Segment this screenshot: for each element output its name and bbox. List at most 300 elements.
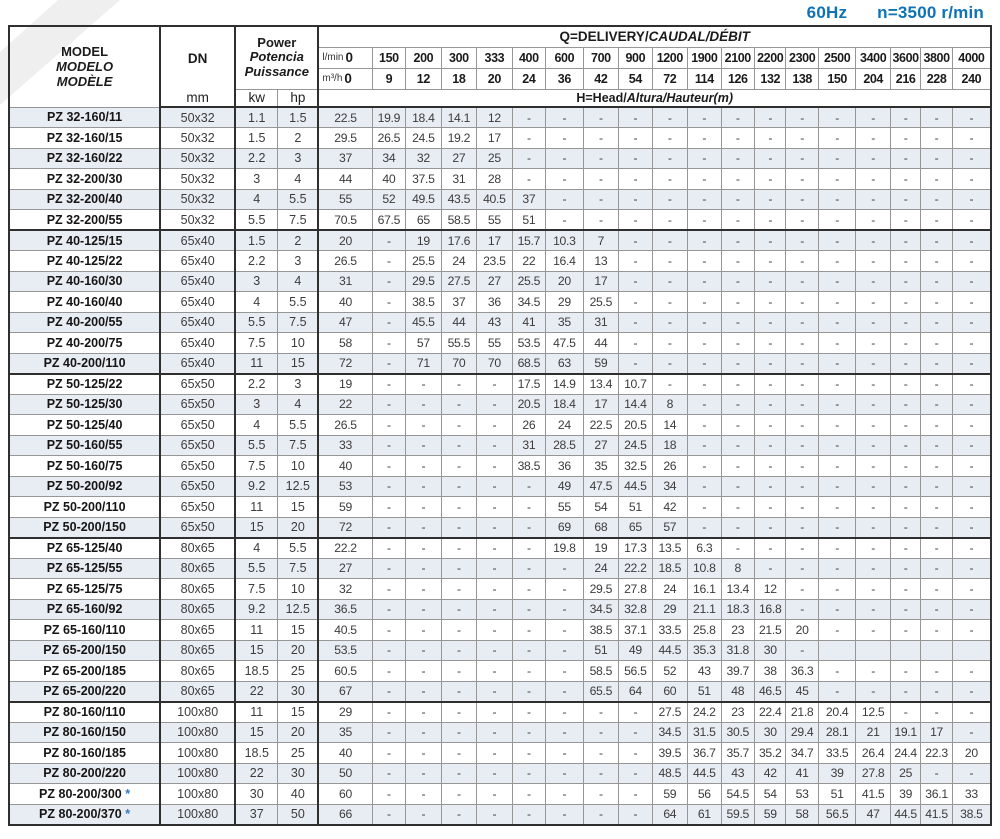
model-cell bbox=[9, 681, 160, 702]
head-value-cell: 22.5 bbox=[583, 415, 619, 436]
hp-cell: 10 bbox=[278, 456, 319, 477]
head-value-cell: 19 bbox=[318, 374, 372, 395]
power-column-header bbox=[235, 26, 318, 89]
model-cell bbox=[9, 599, 160, 620]
head-value-cell: - bbox=[856, 210, 890, 231]
hp-cell: 25 bbox=[278, 661, 319, 682]
head-value-cell: - bbox=[890, 558, 920, 579]
head-value-cell: - bbox=[856, 476, 890, 497]
head-value-cell: - bbox=[441, 497, 477, 518]
head-value-cell: 32.8 bbox=[619, 599, 652, 620]
head-value-cell: 49.5 bbox=[406, 189, 442, 210]
head-value-cell: - bbox=[921, 374, 952, 395]
head-value-cell: - bbox=[921, 538, 952, 559]
head-value-cell: - bbox=[921, 333, 952, 354]
head-value-cell: 44.5 bbox=[890, 804, 920, 825]
model-name: PZ 50-200/92 bbox=[46, 479, 123, 494]
head-value-cell: - bbox=[786, 456, 818, 477]
model-cell bbox=[9, 722, 160, 743]
head-value-cell: - bbox=[755, 558, 786, 579]
head-value-cell: - bbox=[786, 599, 818, 620]
model-cell bbox=[9, 763, 160, 784]
head-value-cell: - bbox=[856, 292, 890, 313]
head-value-cell: 26 bbox=[512, 415, 545, 436]
head-value-cell: - bbox=[546, 640, 584, 661]
head-value-cell: - bbox=[890, 702, 920, 723]
head-value-cell: - bbox=[921, 558, 952, 579]
head-value-cell: 14 bbox=[652, 415, 688, 436]
head-value-cell: - bbox=[583, 763, 619, 784]
head-value-cell: - bbox=[755, 251, 786, 272]
head-value-cell: - bbox=[546, 579, 584, 600]
kw-cell: 3 bbox=[235, 394, 278, 415]
head-value-cell: 20 bbox=[786, 620, 818, 641]
head-value-cell: - bbox=[921, 661, 952, 682]
head-value-cell: - bbox=[441, 743, 477, 764]
head-value-cell: - bbox=[546, 599, 584, 620]
head-value-cell: - bbox=[688, 148, 721, 169]
table-row bbox=[9, 804, 991, 825]
head-value-cell: - bbox=[890, 661, 920, 682]
head-value-cell: - bbox=[546, 107, 584, 128]
head-value-cell: 51 bbox=[688, 681, 721, 702]
head-value-cell: - bbox=[546, 558, 584, 579]
lmin-value: 3800 bbox=[921, 47, 952, 68]
head-value-cell: - bbox=[755, 128, 786, 149]
model-cell bbox=[9, 743, 160, 764]
head-value-cell: - bbox=[818, 230, 856, 251]
head-value-cell: - bbox=[818, 374, 856, 395]
head-value-cell: - bbox=[818, 435, 856, 456]
head-value-cell: - bbox=[619, 251, 652, 272]
head-value-cell: - bbox=[890, 435, 920, 456]
head-value-cell: 13.4 bbox=[721, 579, 754, 600]
head-value-cell: 6.3 bbox=[688, 538, 721, 559]
head-value-cell: - bbox=[721, 353, 754, 374]
head-value-cell: - bbox=[477, 702, 513, 723]
hp-cell: 1.5 bbox=[278, 107, 319, 128]
head-value-cell: 68.5 bbox=[512, 353, 545, 374]
head-value-cell: 58.5 bbox=[583, 661, 619, 682]
head-value-cell: 59 bbox=[755, 804, 786, 825]
head-value-cell: - bbox=[512, 784, 545, 805]
head-value-cell: 65 bbox=[406, 210, 442, 231]
model-cell bbox=[9, 210, 160, 231]
head-value-cell: - bbox=[546, 169, 584, 190]
head-value-cell: 31.5 bbox=[688, 722, 721, 743]
table-row bbox=[9, 415, 991, 436]
head-value-cell: - bbox=[921, 394, 952, 415]
head-value-cell: - bbox=[688, 353, 721, 374]
head-value-cell: - bbox=[546, 148, 584, 169]
head-value-cell: 33 bbox=[952, 784, 991, 805]
dn-cell: 50x32 bbox=[160, 148, 235, 169]
table-row bbox=[9, 517, 991, 538]
head-value-cell: - bbox=[818, 681, 856, 702]
head-value-cell: - bbox=[755, 415, 786, 436]
model-header-es: MODELO bbox=[56, 59, 114, 75]
head-value-cell: - bbox=[921, 599, 952, 620]
head-value-cell: 29 bbox=[652, 599, 688, 620]
head-value-cell: - bbox=[921, 415, 952, 436]
model-name: PZ 80-200/220 bbox=[43, 766, 126, 781]
head-value-cell: - bbox=[546, 784, 584, 805]
head-value-cell: - bbox=[477, 538, 513, 559]
hp-cell: 7.5 bbox=[278, 558, 319, 579]
frequency-label: 60Hz bbox=[806, 3, 848, 22]
model-cell bbox=[9, 189, 160, 210]
hp-cell: 5.5 bbox=[278, 415, 319, 436]
head-value-cell: - bbox=[477, 784, 513, 805]
head-value-cell: 36.5 bbox=[318, 599, 372, 620]
head-value-cell: - bbox=[952, 476, 991, 497]
head-value-cell: - bbox=[619, 169, 652, 190]
model-name: PZ 50-160/75 bbox=[46, 458, 123, 473]
head-value-cell: - bbox=[786, 353, 818, 374]
table-row bbox=[9, 353, 991, 374]
head-value-cell: 34.5 bbox=[583, 599, 619, 620]
head-value-cell: - bbox=[441, 394, 477, 415]
head-value-cell: - bbox=[512, 722, 545, 743]
head-value-cell: 25 bbox=[477, 148, 513, 169]
head-value-cell: 55.5 bbox=[441, 333, 477, 354]
head-value-cell: - bbox=[441, 374, 477, 395]
head-value-cell: 17 bbox=[477, 128, 513, 149]
head-value-cell: - bbox=[372, 681, 405, 702]
head-value-cell: - bbox=[512, 107, 545, 128]
head-value-cell: - bbox=[890, 292, 920, 313]
table-row bbox=[9, 620, 991, 641]
head-value-cell: - bbox=[477, 804, 513, 825]
head-value-cell: 21 bbox=[856, 722, 890, 743]
head-value-cell: - bbox=[372, 517, 405, 538]
table-row bbox=[9, 312, 991, 333]
head-value-cell: - bbox=[546, 210, 584, 231]
head-value-cell: 44 bbox=[441, 312, 477, 333]
head-value-cell: 20 bbox=[546, 271, 584, 292]
head-value-cell: - bbox=[721, 374, 754, 395]
hp-cell: 7.5 bbox=[278, 435, 319, 456]
head-value-cell: - bbox=[441, 599, 477, 620]
head-value-cell: 47.5 bbox=[546, 333, 584, 354]
head-value-cell: - bbox=[890, 271, 920, 292]
kw-cell: 4 bbox=[235, 292, 278, 313]
hp-cell: 7.5 bbox=[278, 312, 319, 333]
head-value-cell: 53 bbox=[318, 476, 372, 497]
lmin-value: 400 bbox=[512, 47, 545, 68]
head-value-cell: - bbox=[619, 763, 652, 784]
head-value-cell: - bbox=[652, 353, 688, 374]
head-value-cell: - bbox=[786, 435, 818, 456]
head-value-cell: - bbox=[952, 210, 991, 231]
head-value-cell: - bbox=[952, 333, 991, 354]
head-value-cell: 15.7 bbox=[512, 230, 545, 251]
head-value-cell: - bbox=[818, 476, 856, 497]
head-value-cell: 22.4 bbox=[755, 702, 786, 723]
head-value-cell: - bbox=[512, 763, 545, 784]
head-value-cell: 18.4 bbox=[406, 107, 442, 128]
head-value-cell: - bbox=[477, 476, 513, 497]
head-value-cell: 70 bbox=[477, 353, 513, 374]
head-value-cell: - bbox=[890, 333, 920, 354]
kw-cell: 5.5 bbox=[235, 558, 278, 579]
head-value-cell: - bbox=[372, 271, 405, 292]
head-value-cell: - bbox=[372, 251, 405, 272]
head-value-cell: - bbox=[583, 148, 619, 169]
head-value-cell: 10.7 bbox=[619, 374, 652, 395]
table-row bbox=[9, 271, 991, 292]
head-value-cell: 26.5 bbox=[318, 251, 372, 272]
head-value-cell: - bbox=[856, 517, 890, 538]
head-value-cell: 25 bbox=[890, 763, 920, 784]
head-value-cell: 31 bbox=[583, 312, 619, 333]
head-value-cell: - bbox=[952, 312, 991, 333]
head-value-cell: 19 bbox=[583, 538, 619, 559]
head-value-cell: - bbox=[406, 517, 442, 538]
kw-cell: 3 bbox=[235, 271, 278, 292]
head-value-cell: 48 bbox=[721, 681, 754, 702]
head-value-cell: - bbox=[890, 620, 920, 641]
head-value-cell: 42 bbox=[755, 763, 786, 784]
model-name: PZ 40-125/22 bbox=[46, 253, 123, 268]
head-value-cell: - bbox=[406, 661, 442, 682]
table-row bbox=[9, 333, 991, 354]
head-value-cell: - bbox=[721, 333, 754, 354]
head-value-cell: 60 bbox=[652, 681, 688, 702]
head-value-cell: 39 bbox=[890, 784, 920, 805]
kw-cell: 11 bbox=[235, 620, 278, 641]
head-value-cell: - bbox=[921, 456, 952, 477]
kw-cell: 9.2 bbox=[235, 599, 278, 620]
head-value-cell: - bbox=[856, 148, 890, 169]
kw-cell: 4 bbox=[235, 538, 278, 559]
head-value-cell: 23 bbox=[721, 620, 754, 641]
head-value-cell: 32 bbox=[318, 579, 372, 600]
head-value-cell: - bbox=[406, 579, 442, 600]
model-header-fr: MODÈLE bbox=[56, 74, 113, 90]
head-value-cell: - bbox=[952, 763, 991, 784]
hp-cell: 20 bbox=[278, 722, 319, 743]
model-name: PZ 50-125/40 bbox=[46, 417, 123, 432]
head-value-cell: - bbox=[856, 374, 890, 395]
head-value-cell: - bbox=[372, 456, 405, 477]
m3h-value: 36 bbox=[546, 68, 584, 89]
head-value-cell: - bbox=[952, 271, 991, 292]
head-value-cell: 55 bbox=[546, 497, 584, 518]
head-value-cell: 47.5 bbox=[583, 476, 619, 497]
head-value-cell: - bbox=[477, 558, 513, 579]
head-value-cell: - bbox=[818, 210, 856, 231]
head-value-cell: - bbox=[921, 169, 952, 190]
lmin-value: 900 bbox=[619, 47, 652, 68]
head-value-cell: 23 bbox=[721, 702, 754, 723]
head-value-cell: - bbox=[890, 107, 920, 128]
head-value-cell: 21.8 bbox=[786, 702, 818, 723]
head-value-cell: 13.4 bbox=[583, 374, 619, 395]
head-value-cell: - bbox=[619, 107, 652, 128]
model-name: PZ 32-160/22 bbox=[46, 151, 123, 166]
head-value-cell: - bbox=[546, 189, 584, 210]
head-value-cell: - bbox=[512, 497, 545, 518]
head-value-cell: - bbox=[786, 251, 818, 272]
head-value-cell: 27.8 bbox=[619, 579, 652, 600]
head-value-cell: - bbox=[786, 579, 818, 600]
kw-cell: 7.5 bbox=[235, 333, 278, 354]
dn-cell: 100x80 bbox=[160, 743, 235, 764]
head-value-cell: 40 bbox=[318, 743, 372, 764]
head-value-cell: 60.5 bbox=[318, 661, 372, 682]
head-value-cell: - bbox=[512, 743, 545, 764]
hp-cell: 15 bbox=[278, 353, 319, 374]
dn-unit-label: mm bbox=[160, 89, 235, 107]
head-value-cell: - bbox=[890, 169, 920, 190]
head-value-cell: - bbox=[818, 497, 856, 518]
dn-cell: 100x80 bbox=[160, 763, 235, 784]
power-header-en: Power bbox=[257, 34, 297, 50]
head-value-cell: - bbox=[721, 476, 754, 497]
head-value-cell: - bbox=[583, 702, 619, 723]
m3h-value: 228 bbox=[921, 68, 952, 89]
model-name: PZ 32-160/11 bbox=[47, 110, 123, 125]
hp-cell: 10 bbox=[278, 333, 319, 354]
head-value-cell: - bbox=[856, 230, 890, 251]
head-value-cell: 22 bbox=[318, 394, 372, 415]
model-name: PZ 50-125/22 bbox=[46, 377, 123, 391]
kw-cell: 22 bbox=[235, 763, 278, 784]
head-value-cell: - bbox=[786, 292, 818, 313]
head-value-cell: - bbox=[921, 702, 952, 723]
head-value-cell: - bbox=[786, 107, 818, 128]
model-name: PZ 40-125/15 bbox=[46, 233, 123, 248]
head-value-cell: - bbox=[619, 230, 652, 251]
head-value-cell: - bbox=[721, 128, 754, 149]
head-value-cell: - bbox=[688, 415, 721, 436]
head-value-cell: 18.4 bbox=[546, 394, 584, 415]
head-value-cell: 24 bbox=[583, 558, 619, 579]
head-value-cell: 27 bbox=[477, 271, 513, 292]
table-row bbox=[9, 722, 991, 743]
head-value-cell: - bbox=[406, 456, 442, 477]
head-value-cell: - bbox=[619, 312, 652, 333]
hp-cell: 50 bbox=[278, 804, 319, 825]
head-value-cell: 33.5 bbox=[652, 620, 688, 641]
head-value-cell: - bbox=[441, 435, 477, 456]
head-value-cell: - bbox=[652, 107, 688, 128]
hp-cell: 7.5 bbox=[278, 210, 319, 231]
lmin-value: 2500 bbox=[818, 47, 856, 68]
m3h-value: 126 bbox=[721, 68, 754, 89]
lmin-value: 600 bbox=[546, 47, 584, 68]
speed-label: n=3500 r/min bbox=[877, 3, 984, 22]
head-value-cell: - bbox=[546, 722, 584, 743]
head-value-cell: - bbox=[856, 169, 890, 190]
head-value-cell: - bbox=[856, 558, 890, 579]
m3h-value: 20 bbox=[477, 68, 513, 89]
head-value-cell: 16.4 bbox=[546, 251, 584, 272]
head-value-cell: - bbox=[721, 230, 754, 251]
head-value-cell: 20 bbox=[318, 230, 372, 251]
table-row bbox=[9, 169, 991, 190]
head-value-cell: 22.3 bbox=[921, 743, 952, 764]
head-value-cell: - bbox=[952, 435, 991, 456]
star-marker: * bbox=[121, 807, 131, 821]
table-row bbox=[9, 661, 991, 682]
head-value-cell: 27 bbox=[318, 558, 372, 579]
dn-cell: 80x65 bbox=[160, 640, 235, 661]
lmin-value: 2100 bbox=[721, 47, 754, 68]
head-value-cell: - bbox=[818, 394, 856, 415]
head-value-cell: - bbox=[755, 333, 786, 354]
head-value-cell: 14.9 bbox=[546, 374, 584, 395]
model-cell bbox=[9, 784, 160, 805]
head-value-cell: - bbox=[372, 374, 405, 395]
head-value-cell: 43 bbox=[721, 763, 754, 784]
head-value-cell: - bbox=[818, 128, 856, 149]
head-value-cell: - bbox=[583, 722, 619, 743]
head-value-cell: - bbox=[546, 681, 584, 702]
model-name: PZ 65-200/150 bbox=[43, 643, 126, 658]
head-value-cell: 17 bbox=[477, 230, 513, 251]
head-value-cell: - bbox=[619, 743, 652, 764]
table-row bbox=[9, 292, 991, 313]
head-value-cell: 38.5 bbox=[406, 292, 442, 313]
head-value-cell: - bbox=[406, 640, 442, 661]
head-value-cell: - bbox=[372, 722, 405, 743]
head-value-cell: - bbox=[890, 189, 920, 210]
head-value-cell: - bbox=[406, 538, 442, 559]
head-value-cell: - bbox=[786, 558, 818, 579]
head-value-cell: - bbox=[406, 497, 442, 518]
kw-cell: 5.5 bbox=[235, 312, 278, 333]
head-value-cell: 63 bbox=[546, 353, 584, 374]
hp-cell: 4 bbox=[278, 169, 319, 190]
head-value-cell: - bbox=[921, 312, 952, 333]
table-body bbox=[9, 107, 991, 825]
head-value-cell: - bbox=[652, 374, 688, 395]
head-value-cell: 54 bbox=[755, 784, 786, 805]
head-value-cell: 51 bbox=[583, 640, 619, 661]
head-value-cell: 25.5 bbox=[583, 292, 619, 313]
head-value-cell: - bbox=[512, 148, 545, 169]
head-value-cell: - bbox=[441, 640, 477, 661]
head-value-cell: 29.5 bbox=[318, 128, 372, 149]
head-value-cell: 34.5 bbox=[512, 292, 545, 313]
hp-cell: 15 bbox=[278, 702, 319, 723]
head-value-cell: 20 bbox=[952, 743, 991, 764]
head-value-cell: 37.1 bbox=[619, 620, 652, 641]
head-value-cell: 19.1 bbox=[890, 722, 920, 743]
head-value-cell: - bbox=[856, 251, 890, 272]
head-value-cell: 31 bbox=[318, 271, 372, 292]
lmin-value: 150 bbox=[372, 47, 405, 68]
head-value-cell: - bbox=[786, 538, 818, 559]
head-value-cell: - bbox=[856, 333, 890, 354]
head-value-cell: 47 bbox=[856, 804, 890, 825]
model-name: PZ 50-125/30 bbox=[46, 397, 123, 412]
head-value-cell: - bbox=[477, 456, 513, 477]
model-header-en: MODEL bbox=[61, 43, 109, 59]
head-value-cell: 13.5 bbox=[652, 538, 688, 559]
head-value-cell: - bbox=[786, 497, 818, 518]
head-value-cell: - bbox=[546, 128, 584, 149]
hp-cell: 4 bbox=[278, 271, 319, 292]
head-value-cell: 38.5 bbox=[512, 456, 545, 477]
head-value-cell: 37 bbox=[512, 189, 545, 210]
kw-cell: 30 bbox=[235, 784, 278, 805]
head-value-cell: 12 bbox=[477, 107, 513, 128]
head-value-cell: - bbox=[372, 661, 405, 682]
spec-header bbox=[807, 3, 984, 23]
